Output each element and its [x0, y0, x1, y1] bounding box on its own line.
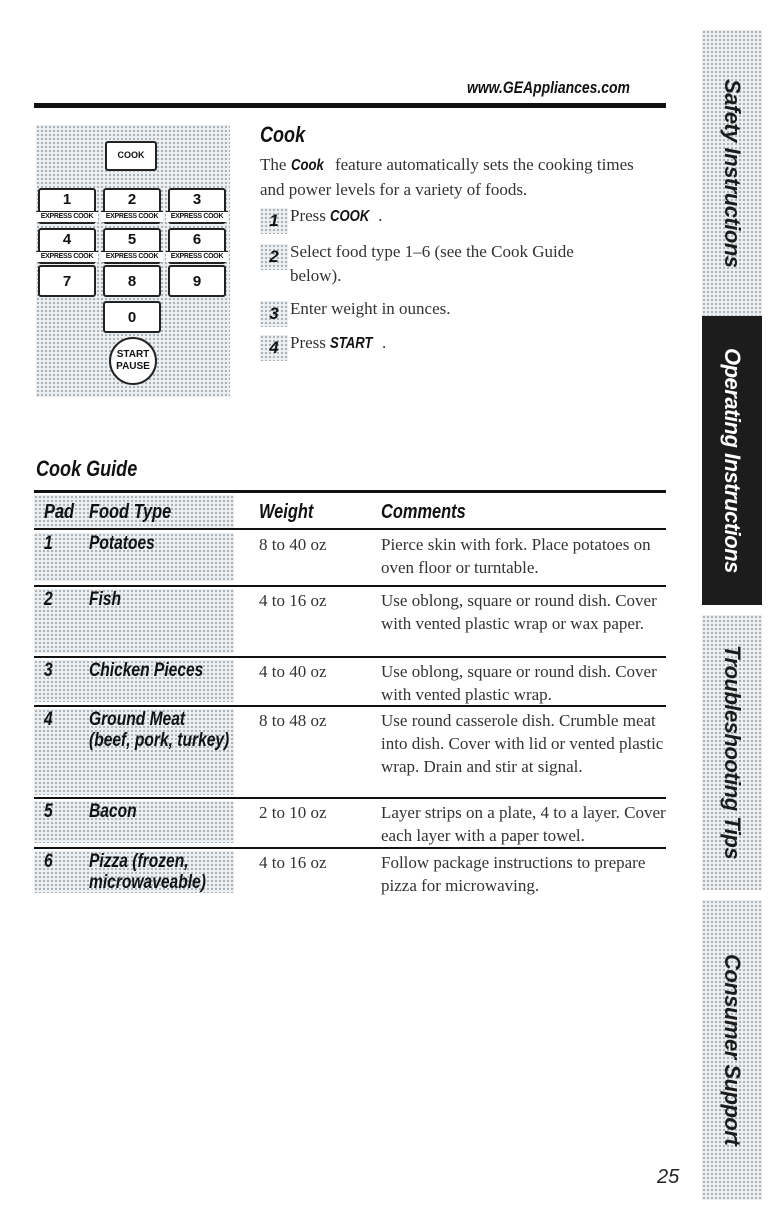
table-row [34, 589, 666, 653]
step-number-badge: 2 [260, 244, 288, 270]
pad-number: 1 [44, 533, 53, 554]
row-rule [34, 797, 666, 799]
weight: 4 to 16 oz [259, 853, 327, 872]
table-top-rule [34, 490, 666, 493]
weight: 4 to 16 oz [259, 591, 327, 610]
step-4: 4 Press START . [260, 335, 640, 361]
key-1: 1 EXPRESS COOK [38, 188, 96, 224]
food-type: Chicken Pieces [89, 660, 204, 681]
row-rule [34, 656, 666, 658]
step-number-badge: 1 [260, 208, 288, 234]
step-number-badge: 4 [260, 335, 288, 361]
key-9: 9 [168, 265, 226, 297]
table-header-rule [34, 528, 666, 530]
table-row [34, 801, 666, 843]
food-type: Potatoes [89, 533, 155, 554]
tab-safety-instructions[interactable]: Safety Instructions [702, 30, 762, 316]
food-type: Bacon [89, 801, 137, 822]
pad-number: 6 [44, 851, 53, 872]
table-row [34, 533, 666, 581]
tab-troubleshooting-tips[interactable]: Troubleshooting Tips [702, 615, 762, 890]
key-3: 3 EXPRESS COOK [168, 188, 226, 224]
weight: 8 to 48 oz [259, 711, 327, 730]
header-pad: Pad [44, 501, 75, 523]
key-7: 7 [38, 265, 96, 297]
start-pause-key: START PAUSE [109, 337, 157, 385]
comment: Pierce skin with fork. Place potatoes on oven floor or turntable. [381, 535, 651, 577]
key-0: 0 [103, 301, 161, 333]
website-url: www.GEAppliances.com [467, 78, 631, 97]
key-5: 5 EXPRESS COOK [103, 228, 161, 264]
table-row [34, 660, 666, 702]
header-comments: Comments [381, 501, 466, 523]
food-type: Fish [89, 589, 122, 610]
cook-guide-title: Cook Guide [36, 456, 138, 481]
step-3: 3 Enter weight in ounces. [260, 301, 640, 327]
header-food-type: Food Type [89, 501, 172, 523]
step-2: 2 Select food type 1–6 (see the Cook Guide below). [260, 244, 620, 288]
step-1: 1 Press COOK . [260, 208, 640, 234]
comment: Layer strips on a plate, 4 to a layer. Cover each layer with a paper towel. [381, 803, 666, 845]
pad-number: 5 [44, 801, 53, 822]
row-rule [34, 847, 666, 849]
weight: 2 to 10 oz [259, 803, 327, 822]
cook-section-title: Cook [260, 122, 306, 147]
tab-consumer-support[interactable]: Consumer Support [702, 900, 762, 1200]
key-2: 2 EXPRESS COOK [103, 188, 161, 224]
table-row [34, 851, 666, 893]
step-number-badge: 3 [260, 301, 288, 327]
tab-operating-instructions[interactable]: Operating Instructions [702, 316, 762, 605]
key-6: 6 EXPRESS COOK [168, 228, 226, 264]
table-row [34, 709, 666, 795]
pad-number: 2 [44, 589, 53, 610]
food-type: Pizza (frozen, microwaveable) [89, 851, 206, 893]
pad-number: 3 [44, 660, 53, 681]
weight: 8 to 40 oz [259, 535, 327, 554]
row-rule [34, 705, 666, 707]
cook-key: COOK [105, 141, 157, 171]
comment: Use round casserole dish. Crumble meat into dish. Cover with lid or vented plastic wrap. Drain and stir at signal. [381, 711, 664, 776]
comment: Follow package instructions to prepare pizza for microwaving. [381, 853, 646, 895]
key-8: 8 [103, 265, 161, 297]
page-number: 25 [657, 1166, 680, 1188]
weight: 4 to 40 oz [259, 662, 327, 681]
header-weight: Weight [259, 501, 314, 523]
keypad-illustration [36, 125, 230, 397]
cook-description: The Cook feature automatically sets the cooking times and power levels for a variety of foods. [260, 155, 634, 199]
comment: Use oblong, square or round dish. Cover with vented plastic wrap or wax paper. [381, 591, 657, 633]
key-4: 4 EXPRESS COOK [38, 228, 96, 264]
cook-guide-header [34, 495, 666, 528]
pad-number: 4 [44, 709, 53, 730]
food-type: Ground Meat (beef, pork, turkey) [89, 709, 230, 751]
row-rule [34, 585, 666, 587]
comment: Use oblong, square or round dish. Cover with vented plastic wrap. [381, 662, 657, 704]
header-rule [34, 103, 666, 108]
